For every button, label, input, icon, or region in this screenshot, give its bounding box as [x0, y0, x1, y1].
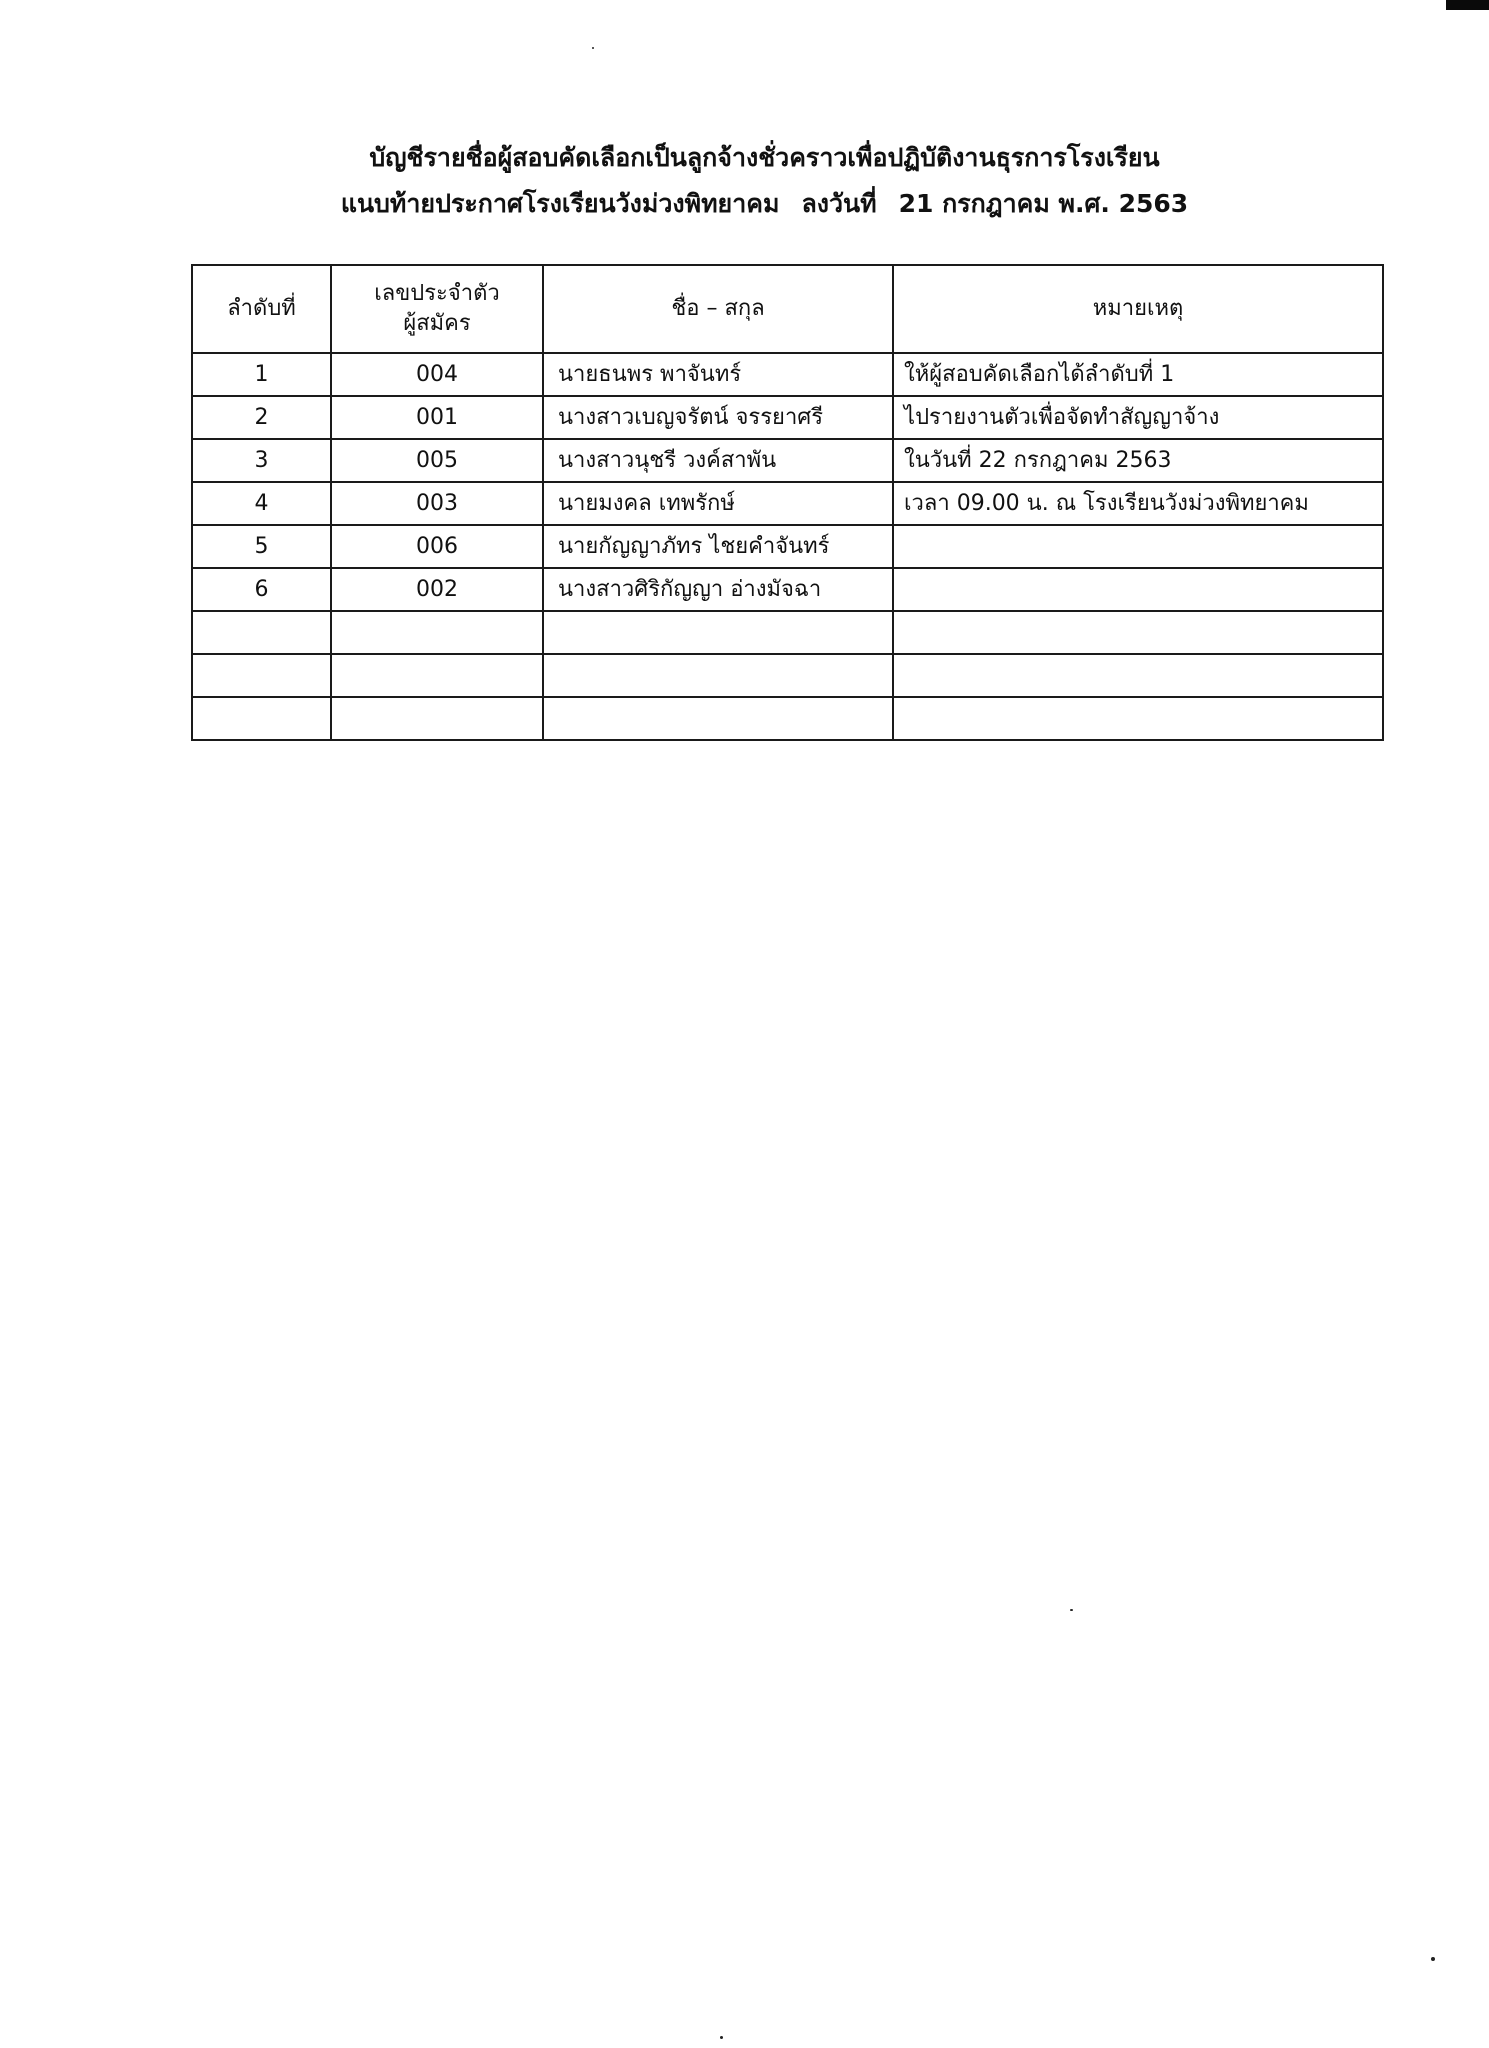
- table-row: [192, 439, 1383, 482]
- cell-name: นางสาวศิริกัญญา อ่างมัจฉา: [543, 568, 893, 611]
- empty-cell: [331, 654, 543, 697]
- header-name: ชื่อ – สกุล: [543, 265, 893, 353]
- cell-order: 1: [192, 353, 331, 396]
- cell-remark: ให้ผู้สอบคัดเลือกได้ลำดับที่ 1: [893, 353, 1383, 396]
- cell-name: นางสาวเบญจรัตน์ จรรยาศรี: [543, 396, 893, 439]
- cell-order: 4: [192, 482, 331, 525]
- table-header-row: [192, 265, 1383, 353]
- header-remark: หมายเหตุ: [893, 265, 1383, 353]
- cell-name: นายกัญญาภัทร ไชยคำจันทร์: [543, 525, 893, 568]
- empty-cell: [893, 611, 1383, 654]
- cell-remark: [893, 525, 1383, 568]
- cell-applicant-number: 002: [331, 568, 543, 611]
- empty-cell: [192, 611, 331, 654]
- cell-applicant-number: 005: [331, 439, 543, 482]
- announcement-date: 21 กรกฎาคม พ.ศ. 2563: [898, 189, 1189, 218]
- document-title: บัญชีรายชื่อผู้สอบคัดเลือกเป็นลูกจ้างชั่วคราวเพื่อปฏิบัติงานธุรการโรงเรียน: [369, 143, 1160, 172]
- empty-table-row: [192, 654, 1383, 697]
- table-row: [192, 568, 1383, 611]
- empty-cell: [543, 611, 893, 654]
- scan-speck: [1431, 1957, 1435, 1961]
- header-applicant-number-line2: ผู้สมัคร: [403, 311, 471, 336]
- cell-remark: ไปรายงานตัวเพื่อจัดทำสัญญาจ้าง: [893, 396, 1383, 439]
- announcement-reference: แนบท้ายประกาศโรงเรียนวังม่วงพิทยาคม: [340, 189, 780, 218]
- scan-speck: [720, 2036, 723, 2039]
- cell-applicant-number: 004: [331, 353, 543, 396]
- cell-applicant-number: 006: [331, 525, 543, 568]
- scan-speck: [592, 47, 594, 49]
- table-row: [192, 525, 1383, 568]
- empty-cell: [331, 611, 543, 654]
- table-row: [192, 396, 1383, 439]
- empty-table-row: [192, 611, 1383, 654]
- table-row: [192, 482, 1383, 525]
- document-subtitle: [20, 184, 1489, 224]
- cell-name: นางสาวนุชรี วงค์สาพัน: [543, 439, 893, 482]
- header-order: ลำดับที่: [192, 265, 331, 353]
- empty-cell: [192, 654, 331, 697]
- empty-cell: [331, 697, 543, 740]
- scan-corner-mark: [1446, 0, 1489, 10]
- scan-speck: [1070, 1609, 1073, 1611]
- empty-cell: [543, 654, 893, 697]
- cell-applicant-number: 001: [331, 396, 543, 439]
- date-label: ลงวันที่: [801, 189, 877, 218]
- cell-order: 3: [192, 439, 331, 482]
- header-applicant-number-line1: เลขประจำตัว: [374, 281, 500, 306]
- cell-order: 5: [192, 525, 331, 568]
- empty-cell: [543, 697, 893, 740]
- cell-order: 2: [192, 396, 331, 439]
- empty-table-row: [192, 697, 1383, 740]
- header-applicant-number: [331, 265, 543, 353]
- cell-name: นายธนพร พาจันทร์: [543, 353, 893, 396]
- empty-cell: [893, 654, 1383, 697]
- cell-remark: เวลา 09.00 น. ณ โรงเรียนวังม่วงพิทยาคม: [893, 482, 1383, 525]
- empty-cell: [893, 697, 1383, 740]
- cell-applicant-number: 003: [331, 482, 543, 525]
- cell-remark: [893, 568, 1383, 611]
- table-row: [192, 353, 1383, 396]
- cell-name: นายมงคล เทพรักษ์: [543, 482, 893, 525]
- empty-cell: [192, 697, 331, 740]
- cell-remark: ในวันที่ 22 กรกฎาคม 2563: [893, 439, 1383, 482]
- cell-order: 6: [192, 568, 331, 611]
- applicant-roster-table: [191, 264, 1384, 741]
